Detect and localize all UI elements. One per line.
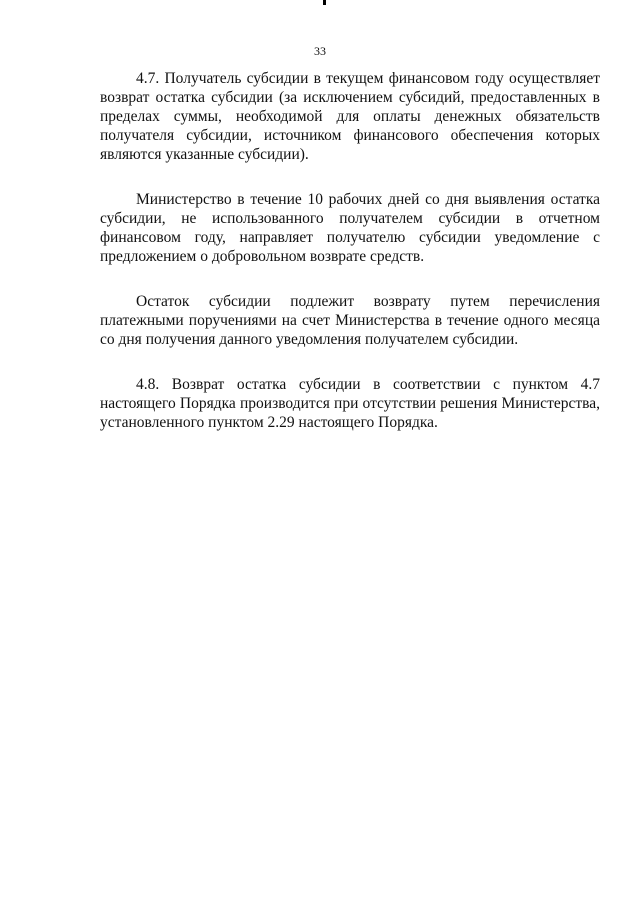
page-number: 33: [314, 44, 326, 58]
paragraph-ministry-notice: Министерство в течение 10 рабочих дней со дня выявления остатка субсидии, не использованного получателем субсидии в отчетном финансовом году, направляет получателю субсидии уведомление с предложением о добровольном возврате средств.: [100, 191, 600, 265]
document-body: [100, 69, 600, 432]
paragraph-4-7: 4.7. Получатель субсидии в текущем финансовом году осуществляет возврат остатка субсидии (за исключением субсидий, предоставленных в пределах суммы, необходимой для оплаты денежных обязательств получателя субсидии, источником финансового обеспечения которых являются указанные субсидии).: [100, 70, 600, 163]
paragraph-return-procedure: Остаток субсидии подлежит возврату путем перечисления платежными поручениями на счет Министерства в течение одного месяца со дня получения данного уведомления получателем субсидии.: [100, 293, 600, 348]
paragraph-4-8: 4.8. Возврат остатка субсидии в соответствии с пунктом 4.7 настоящего Порядка производится при отсутствии решения Министерства, установленного пунктом 2.29 настоящего Порядка.: [100, 376, 600, 431]
scan-artifact-mark: [323, 0, 326, 5]
